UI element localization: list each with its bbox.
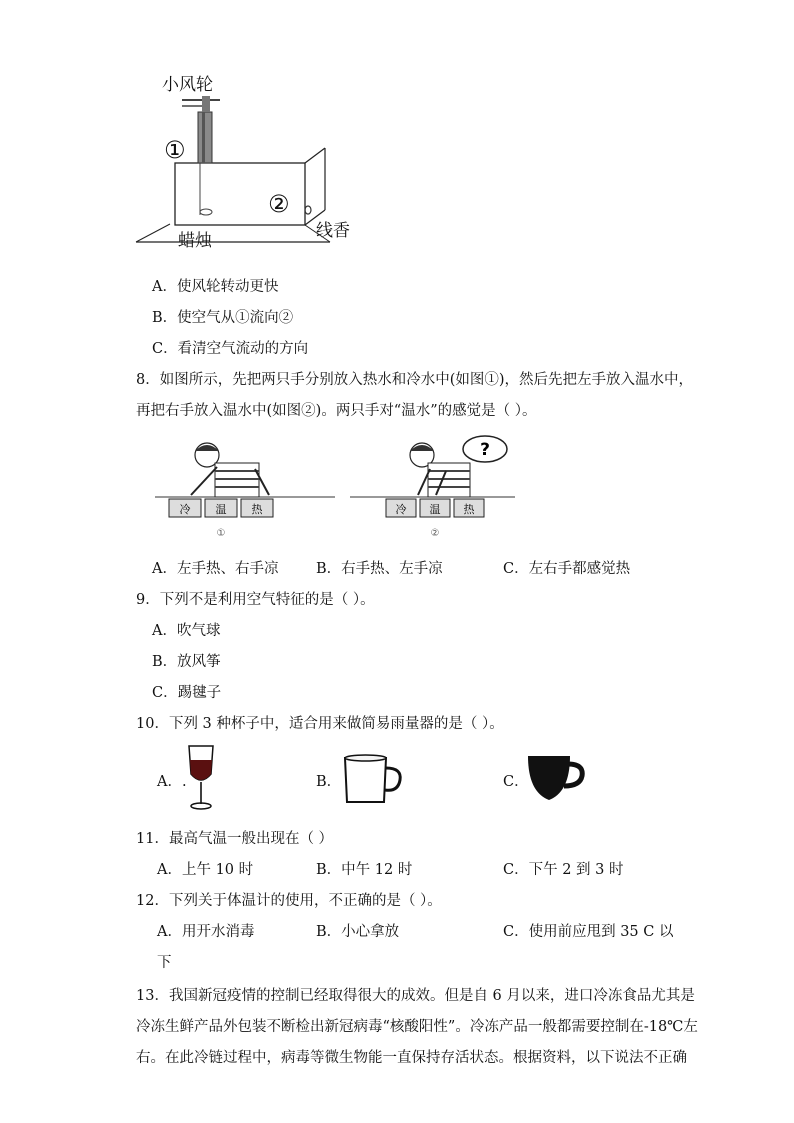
figure-caption-2: ②	[430, 528, 440, 539]
q12-option-c: C．使用前应甩到 35 C 以	[503, 924, 674, 940]
candle-label: 蜡烛	[178, 231, 212, 251]
q12-stem: 12．下列关于体温计的使用，不正确的是（ ）。	[136, 893, 442, 909]
bowl-warm-label-2: 温	[429, 503, 441, 516]
q12-option-b: B．小心拿放	[316, 924, 400, 940]
person-bowls-illustration	[155, 435, 335, 545]
q13-stem-line1: 13．我国新冠疫情的控制已经取得很大的成效。但是自 6 月以来，进口冷冻食品尤其是	[136, 988, 695, 1004]
q9-option-c: C．踢毽子	[152, 685, 222, 701]
q8-option-a: A．左手热、右手凉	[152, 561, 279, 577]
black-cup-icon	[526, 752, 586, 804]
q9-option-b: B．放风筝	[152, 654, 221, 670]
q13-stem-line2: 冷冻生鲜产品外包装不断检出新冠病毒“核酸阳性”。冷冻产品一般都需要控制在-18℃左	[136, 1019, 698, 1035]
marker-2: ②	[268, 190, 290, 218]
figure-caption-1: ①	[216, 528, 226, 539]
bowl-cold-label-2: 冷	[395, 503, 407, 516]
marker-1: ①	[164, 136, 186, 164]
bowl-warm-label: 温	[215, 503, 227, 516]
bowl-hot-label: 热	[251, 503, 263, 516]
q11-option-a: A．上午 10 时	[157, 862, 254, 878]
mug-icon	[342, 752, 404, 806]
q7-option-b: B．使空气从①流向②	[152, 310, 294, 326]
wine-glass-icon	[186, 744, 216, 812]
q8-option-b: B．右手热、左手凉	[316, 561, 443, 577]
q8-stem-line2: 再把右手放入温水中(如图②)。两只手对“温水”的感觉是（ ）。	[136, 403, 537, 419]
q11-stem: 11．最高气温一般出现在（ ）	[136, 831, 334, 847]
fan-label: 小风轮	[162, 75, 213, 95]
q10-option-b: B．	[316, 774, 342, 790]
q9-stem: 9．下列不是利用空气特征的是（ ）。	[136, 592, 375, 608]
q10-stem: 10．下列 3 种杯子中，适合用来做简易雨量器的是（ ）。	[136, 716, 504, 732]
q8-stem-line1: 8．如图所示，先把两只手分别放入热水和冷水中(如图①)，然后先把左手放入温水中，	[136, 372, 694, 388]
incense-label: 线香	[316, 221, 350, 241]
q12-option-c-wrap: 下	[157, 955, 172, 971]
q10-option-c: C．	[503, 774, 529, 790]
q8-option-c: C．左右手都感觉热	[503, 561, 631, 577]
q9-option-a: A．吹气球	[152, 623, 221, 639]
q7-option-a: A．使风轮转动更快	[152, 279, 279, 295]
q8-figure-2	[350, 435, 520, 545]
q13-stem-line3: 右。在此冷链过程中，病毒等微生物能一直保持存活状态。根据资料，以下说法不正确	[136, 1050, 687, 1066]
wind-wheel-experiment-figure	[130, 60, 370, 250]
q10-option-a: A．.	[157, 774, 187, 790]
q7-option-c: C．看清空气流动的方向	[152, 341, 309, 357]
person-bowls-question-illustration	[350, 435, 520, 545]
bowl-hot-label-2: 热	[463, 503, 475, 516]
q12-option-a: A．用开水消毒	[157, 924, 255, 940]
question-bubble-text: ?	[480, 440, 490, 460]
bowl-cold-label: 冷	[179, 503, 191, 516]
q8-figure-1	[155, 435, 335, 545]
q11-option-b: B．中午 12 时	[316, 862, 413, 878]
q11-option-c: C．下午 2 到 3 时	[503, 862, 624, 878]
